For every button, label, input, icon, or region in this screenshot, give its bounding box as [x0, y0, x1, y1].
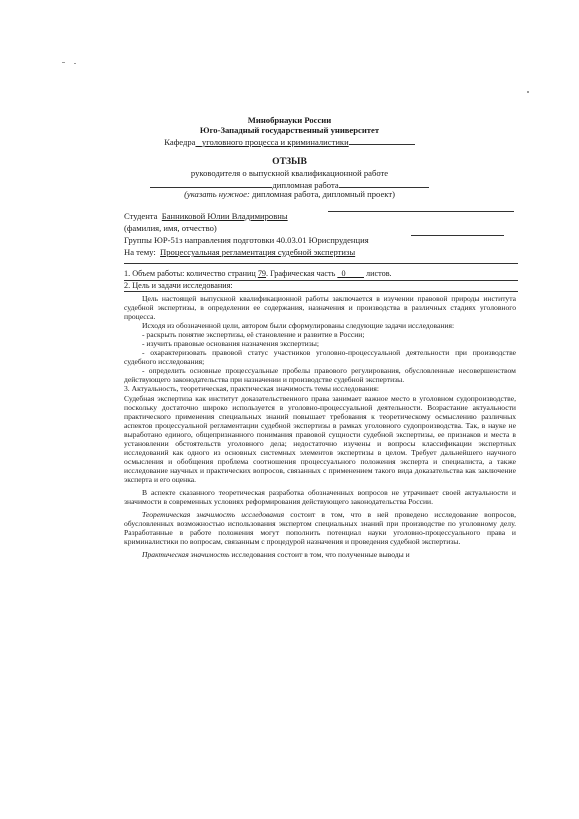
- graphics-text: . Графическая часть: [266, 269, 338, 278]
- student-underline: [328, 210, 514, 212]
- task-item: - раскрыть понятие экспертизы, её становление и развитие в России;: [142, 330, 365, 340]
- tasks-intro-paragraph: Исходя из обозначенной цели, автором были сформулированы следующие задачи исследования:: [142, 321, 455, 331]
- work-type-underline: [150, 179, 272, 188]
- topic-label: На тему:: [124, 247, 156, 257]
- topic-field: [124, 247, 355, 257]
- scan-speck: [62, 62, 65, 63]
- review-body: [124, 294, 516, 559]
- university-name: Юго-Западный государственный университет: [199, 125, 380, 135]
- scan-speck: [74, 63, 76, 64]
- student-field: [124, 211, 288, 221]
- section2-title: 2. Цель и задачи исследования:: [124, 281, 233, 290]
- work-type-hint-rest: дипломная работа, дипломный проект): [249, 189, 395, 199]
- task-item: - охарактеризовать правовой статус участников уголовно-процессуальной деятельности при производстве судебного исследования;: [124, 348, 516, 367]
- department-underline: [349, 136, 415, 145]
- practical-significance-paragraph: [124, 550, 516, 559]
- theoretical-significance-text: состоит в том, что в ней проведено исследование вопросов, обусловленных возможностью использования экспертом специальных знаний при производстве по уголовному делу. Разработанные в работе положения могут пополнить потенциал науки уголовно-процессуального права и криминалистики по вопросам, связанным с процедурой назначения и проведения судебной экспертизы.: [124, 510, 517, 547]
- theoretical-significance-paragraph: [124, 510, 516, 546]
- goal-paragraph: Цель настоящей выпускной квалификационной работы заключается в изучении правовой природы института судебной экспертизы, в определении ее содержания, назначения и производства в различных стадиях уголовного процесса.: [124, 294, 516, 322]
- student-hint: (фамилия, имя, отчество): [124, 223, 217, 233]
- document-heading: ОТЗЫВ: [272, 156, 307, 167]
- work-type-value: дипломная работа: [272, 180, 339, 190]
- theoretical-significance-term: Теоретическая значимость исследования: [142, 510, 285, 520]
- practical-significance-text: исследования состоит в том, что полученные выводы и: [229, 550, 410, 560]
- separator-rule: [124, 263, 518, 264]
- group-field: Группы ЮР-51з направления подготовки 40.03.01 Юриспруденция: [124, 235, 369, 245]
- document-subtitle: руководителя о выпускной квалификационной работе: [190, 168, 389, 178]
- department-name: уголовного процесса и криминалистики: [201, 137, 349, 147]
- department-prefix: Кафедра: [164, 137, 196, 147]
- department-line: [0, 136, 579, 147]
- student-name: Банниковой Юлии Владимировны: [161, 211, 288, 221]
- work-type-hint: [0, 189, 579, 199]
- task-item: - изучить правовые основания назначения экспертизы;: [142, 339, 319, 349]
- work-type-hint-italic: (указать нужное:: [184, 189, 250, 199]
- work-volume-text: 1. Объем работы: количество страниц: [124, 269, 258, 278]
- scan-speck: [527, 91, 529, 93]
- ministry-name: Минобрнауки России: [247, 115, 332, 125]
- graphics-count: 0: [341, 269, 346, 278]
- work-volume-line: [124, 269, 392, 279]
- section3-title: 3. Актуальность, теоретическая, практическая значимость темы исследования:: [124, 384, 380, 394]
- relevance-summary-paragraph: В аспекте сказанного теоретическая разработка обозначенных вопросов не утрачивает своей актуальности и значимости в современных условиях реформирования действующего законодательства России.: [124, 487, 516, 507]
- student-label: Студента: [124, 211, 158, 221]
- task-item: - определить основные процессуальные пробелы правового регулирования, обусловленные несовершенством действующего законодательства при назначении и производстве судебной экспертизы.: [124, 366, 516, 385]
- topic-value: Процессуальная регламентация судебной экспертизы: [160, 247, 356, 257]
- separator-rule: [124, 291, 518, 292]
- sheets-text: листов.: [363, 269, 392, 278]
- work-type-underline-tail: [339, 179, 429, 188]
- relevance-paragraph: Судебная экспертиза как институт доказательственного права занимает важное место в уголовном судопроизводстве, поскольку достаточно широко используется в уголовно-процессуальной деятельности. Возрастание актуальности практического применения специальных знаний повышает требования к теоретическому осмыслению различных аспектов процессуальной регламентации судебной экспертизы в рамках уголовного судопроизводства. Так, в науке не выработано единого, общепризнанного понимания правовой сущности судебной экспертизы, ее признаков и места в установлении обстоятельств уголовного дела; недостаточно изучены и вопросы классификации экспертных исследований как одного из основных системных элементов экспертизы в целом. Требует дальнейшего научного осмысления и обобщения проблема соотношения процессуального положения эксперта и специалиста, а также исследование научных и практических вопросов, связанных с применением такого вида доказательства как заключение эксперта и его оценка.: [124, 393, 516, 484]
- group-underline: [411, 234, 504, 236]
- page-count: 79: [257, 269, 266, 278]
- practical-significance-term: Практическая значимость: [142, 550, 230, 560]
